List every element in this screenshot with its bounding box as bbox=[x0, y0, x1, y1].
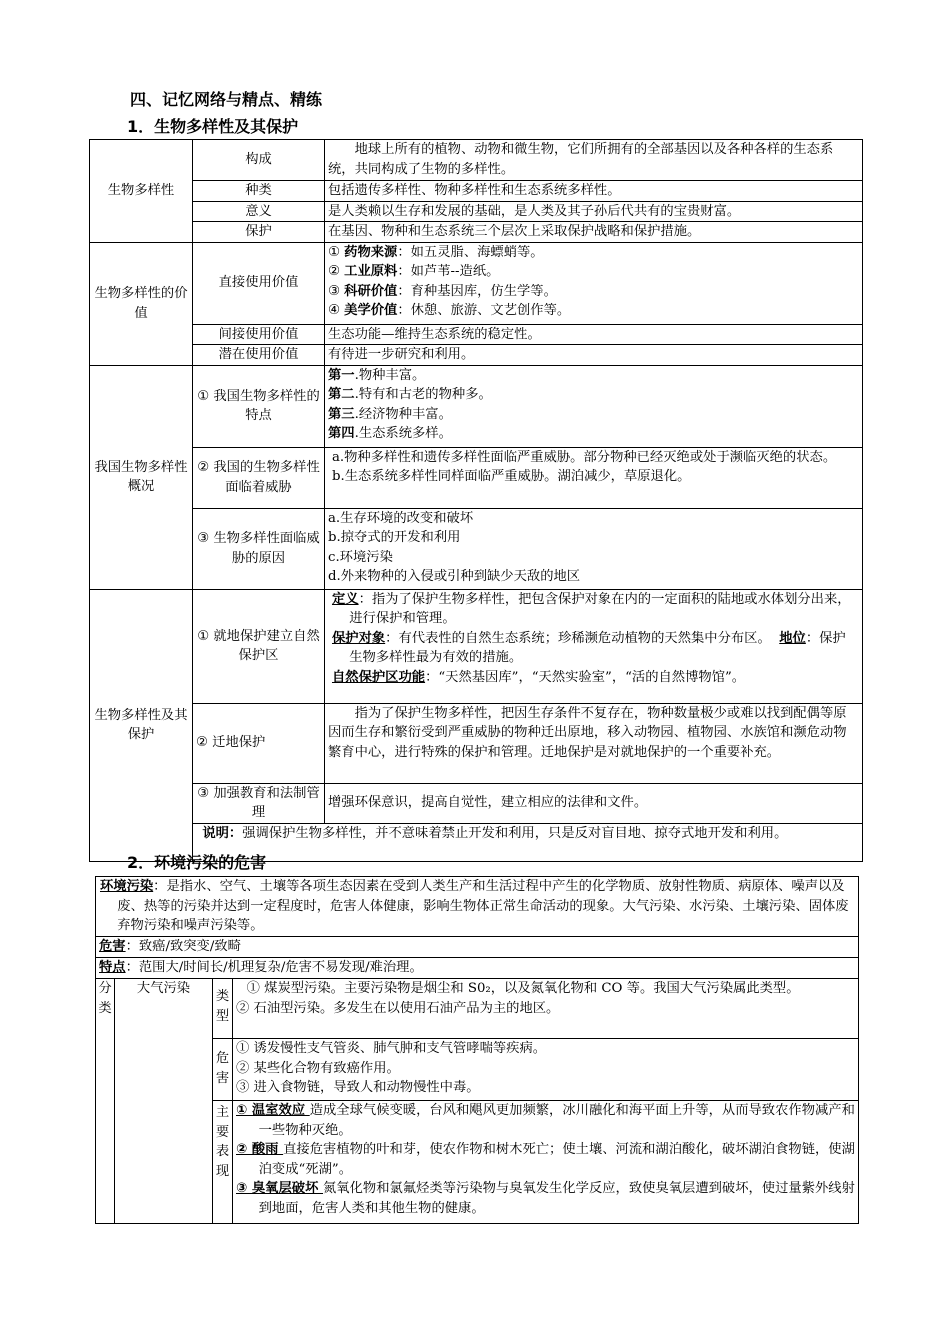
pollution-table bbox=[95, 876, 859, 1224]
pollution-definition: 环境污染：是指水、空气、土壤等各项生态因素在受到人类生产和生活过程中产生的化学物质、放射性物质、病原体、噪声以及废、热等的污染并达到一定程度时，危害人体健康，影响生物体正常生命活动的现象。大气污染、水污染、土壤污染、固体废弃物污染和噪声污染等。 bbox=[96, 877, 859, 937]
direct-item: ① 药物来源：如五灵脂、海螵蛸等。 bbox=[328, 244, 544, 260]
bio-key-kind: 种类 bbox=[193, 181, 325, 202]
bio-key-meaning: 意义 bbox=[193, 201, 325, 222]
threat-item: b.生态系统多样性同样面临严重威胁。湖泊减少，草原退化。 bbox=[331, 469, 691, 484]
direct-item: ④ 美学价值：休憩、旅游、文艺创作等。 bbox=[328, 303, 571, 318]
air-harm-item: ② 某些化合物有致癌作用。 bbox=[236, 1060, 400, 1076]
threat-item: a.物种多样性和遗传多样性面临严重威胁。部分物种已经灭绝或处于濒临灭绝的状态。 bbox=[331, 449, 837, 465]
protect-label: 生物多样性及其保护 bbox=[90, 589, 193, 861]
value-label: 生物多样性的价值 bbox=[90, 242, 193, 365]
china-features-list bbox=[325, 365, 863, 447]
pollution-harm: 危害：致癌/致突变/致畸 bbox=[96, 937, 859, 958]
exsitu-text: 指为了保护生物多样性，把因生存条件不复存在，物种数量极少或难以找到配偶等原因而生存和繁衍受到严重威胁的物种迁出原地，移入动物园、植物园、水族馆和濒危动物繁育中心，进行特殊的保护和管理。迁地保护是对就地保护的一个重要补充。 bbox=[325, 703, 863, 783]
air-show-item: ③ 臭氧层破坏 氮氧化物和氯氟烃类等污染物与臭氧发生化学反应，致使臭氧层遭到破坏，使过量紫外线射到地面，危害人类和其他生物的健康。 bbox=[236, 1181, 855, 1216]
air-show-item: ① 温室效应 造成全球气候变暖，台风和飓风更加频繁，冰川融化和海平面上升等，从而导致农作物减产和一些物种灭绝。 bbox=[236, 1103, 855, 1138]
air-shows bbox=[233, 1101, 859, 1224]
edu-key: ③ 加强教育和法制管理 bbox=[193, 783, 325, 823]
cause-item: b.掠夺式的开发和利用 bbox=[328, 530, 461, 545]
category-label: 分类 bbox=[96, 979, 115, 1224]
indirect-value-text: 生态功能—维持生态系统的稳定性。 bbox=[325, 324, 863, 345]
cause-item: d.外来物种的入侵或引种到缺少天敌的地区 bbox=[328, 569, 581, 584]
china-threat-list bbox=[325, 447, 863, 508]
china-threat-key: ② 我国的生物多样性面临着威胁 bbox=[193, 447, 325, 508]
main-heading: 四、记忆网络与精点、精练 bbox=[130, 90, 323, 109]
insitu-key: ① 就地保护建立自然保护区 bbox=[193, 589, 325, 703]
air-show-label: 主要表现 bbox=[213, 1101, 233, 1224]
potential-value-key: 潜在使用价值 bbox=[193, 345, 325, 366]
direct-value-key: 直接使用价值 bbox=[193, 242, 325, 324]
feature-item: 第三.经济物种丰富。 bbox=[328, 406, 452, 422]
feature-item: 第二.特有和古老的物种多。 bbox=[328, 387, 492, 402]
insitu-object: 保护对象：有代表性的自然生态系统；珍稀濒危动植物的天然集中分布区。 地位：保护生物多样性最为有效的措施。 bbox=[331, 630, 846, 665]
air-type-item: ② 石油型污染。多发生在以使用石油产品为主的地区。 bbox=[236, 1000, 560, 1016]
bio-text-protect: 在基因、物种和生态系统三个层次上采取保护战略和保护措施。 bbox=[325, 222, 863, 243]
direct-item: ② 工业原料：如芦苇--造纸。 bbox=[328, 264, 500, 279]
section2-title: 2．环境污染的危害 bbox=[127, 853, 267, 872]
air-show-item: ② 酸雨 直接危害植物的叶和芽，使农作物和树木死亡；使土壤、河流和湖泊酸化，破坏湖泊食物链，使湖泊变成“死湖”。 bbox=[236, 1142, 855, 1177]
insitu-content bbox=[325, 589, 863, 703]
direct-item: ③ 科研价值：育种基因库，仿生学等。 bbox=[328, 283, 557, 299]
bio-text-kind: 包括遗传多样性、物种多样性和生态系统多样性。 bbox=[325, 181, 863, 202]
air-types bbox=[233, 979, 859, 1039]
edu-text: 增强环保意识，提高自觉性，建立相应的法律和文件。 bbox=[325, 783, 863, 823]
insitu-function: 自然保护区功能：“天然基因库”，“天然实验室”，“活的自然博物馆”。 bbox=[331, 669, 746, 685]
air-type-item: ① 煤炭型污染。主要污染物是烟尘和 S0₂，以及氮氧化物和 CO 等。我国大气污染属此类型。 bbox=[246, 981, 800, 996]
insitu-definition: 定义：指为了保护生物多样性，把包含保护对象在内的一定面积的陆地或水体划分出来，进行保护和管理。 bbox=[331, 591, 851, 626]
air-harm-item: ③ 进入食物链，导致人和动物慢性中毒。 bbox=[236, 1080, 480, 1095]
air-type-label: 类型 bbox=[213, 979, 233, 1039]
bio-key-protect: 保护 bbox=[193, 222, 325, 243]
china-causes-key: ③ 生物多样性面临威胁的原因 bbox=[193, 508, 325, 589]
potential-value-text: 有待进一步研究和利用。 bbox=[325, 345, 863, 366]
bio-key-compose: 构成 bbox=[193, 140, 325, 181]
pollution-feature: 特点：范围大/时间长/机理复杂/危害不易发现/难治理。 bbox=[96, 958, 859, 979]
bio-text-compose: 地球上所有的植物、动物和微生物，它们所拥有的全部基因以及各种各样的生态系统，共同构成了生物的多样性。 bbox=[325, 140, 863, 181]
china-features-key: ① 我国生物多样性的特点 bbox=[193, 365, 325, 447]
feature-item: 第四.生态系统多样。 bbox=[328, 426, 452, 441]
cause-item: a.生存环境的改变和破坏 bbox=[328, 510, 474, 526]
air-harm-label: 危害 bbox=[213, 1039, 233, 1101]
air-harms bbox=[233, 1039, 859, 1101]
biodiversity-table bbox=[89, 139, 863, 862]
air-harm-item: ① 诱发慢性支气管炎、肺气肿和支气管哮喘等疾病。 bbox=[236, 1041, 547, 1056]
bio-text-meaning: 是人类赖以生存和发展的基础，是人类及其子孙后代共有的宝贵财富。 bbox=[325, 201, 863, 222]
section1-title: 1．生物多样性及其保护 bbox=[127, 117, 299, 136]
cause-item: c.环境污染 bbox=[328, 549, 393, 565]
china-label: 我国生物多样性概况 bbox=[90, 365, 193, 589]
china-causes-list bbox=[325, 508, 863, 589]
exsitu-key: ② 迁地保护 bbox=[193, 703, 325, 783]
air-pollution-label: 大气污染 bbox=[115, 979, 213, 1224]
bio-label: 生物多样性 bbox=[90, 140, 193, 243]
feature-item: 第一.物种丰富。 bbox=[328, 367, 426, 383]
protect-note: 说明：强调保护生物多样性，并不意味着禁止开发和利用，只是反对盲目地、掠夺式地开发和利用。 bbox=[193, 823, 863, 861]
indirect-value-key: 间接使用价值 bbox=[193, 324, 325, 345]
direct-value-list bbox=[325, 242, 863, 324]
